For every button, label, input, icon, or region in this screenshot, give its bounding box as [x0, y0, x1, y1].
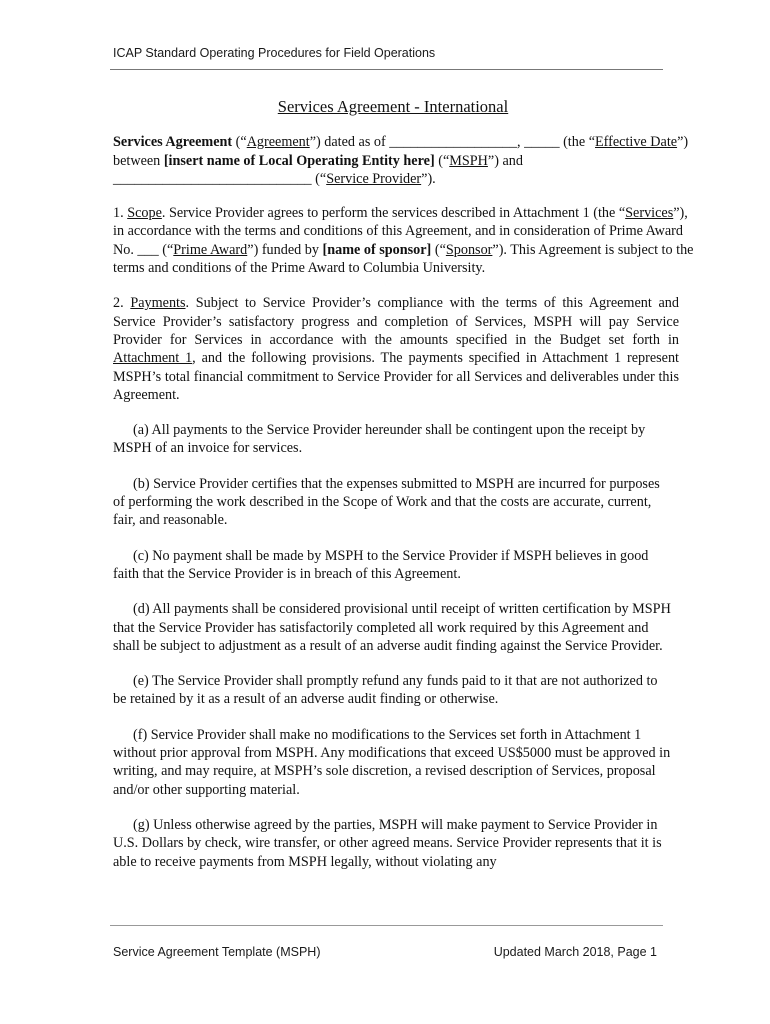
payment-clause-d: (d) All payments shall be considered provisional until receipt of written certification by MSPH that the Service Provider has satisfactorily completed all work required by this Agreement and shall be subject to adjustment as a result of an adverse audit finding against the Service Provider. — [113, 601, 671, 654]
section-1-scope: 1. Scope. Service Provider agrees to perform the services described in Attachment 1 (the “Services”), in accordance with the terms and conditions of this Agreement, and in consideration of Prime Award No. ___ (“Prime Award”) funded by [name of sponsor] (“Sponsor”). This Agreement is subject to the terms and conditions of the Prime Award to Columbia University. — [113, 205, 694, 277]
footer-divider — [110, 925, 663, 926]
payment-clause-f: (f) Service Provider shall make no modifications to the Services set forth in Attachment 1 without prior approval from MSPH. Any modifications that exceed US$5000 must be approved in writing, and may require, at MSPH’s sole discretion, a revised description of Services, proposal and/or other supporting material. — [113, 726, 671, 798]
payment-clause-a: (a) All payments to the Service Provider hereunder shall be contingent upon the receipt by MSPH of an invoice for services. — [113, 422, 646, 457]
defined-term-effective-date: Effective Date — [595, 134, 678, 151]
footer-page-info: Updated March 2018, Page 1 — [493, 945, 657, 959]
page-header: ICAP Standard Operating Procedures for Field Operations — [113, 46, 436, 60]
defined-term-msph: MSPH — [449, 152, 488, 169]
payment-clause-b: (b) Service Provider certifies that the expenses submitted to MSPH are incurred for purposes of performing the work described in the Scope of Work and that the costs are accurate, current, fair, and reasonable. — [113, 475, 660, 529]
payment-clause-c: (c) No payment shall be made by MSPH to the Service Provider if MSPH believes in good faith that the Service Provider is in breach of this Agreement. — [113, 547, 649, 582]
document-body — [113, 98, 700, 888]
section-heading-scope: Scope — [127, 205, 162, 222]
payment-clause-g: (g) Unless otherwise agreed by the parties, MSPH will make payment to Service Provider in U.S. Dollars by check, wire transfer, or other agreed means. Service Provider represents that it is able to receive payments from MSPH legally, without violating any — [113, 816, 662, 870]
section-heading-payments: Payments — [130, 295, 186, 312]
intro-paragraph: Services Agreement (“Agreement”) dated as of __________________, _____ (the “Effective Date”) between [insert name of Local Operating Entity here] (“MSPH”) and ____________________________ (“Service Provider”). — [113, 134, 689, 187]
defined-term-service-provider: Service Provider — [326, 170, 422, 187]
section-2-payments: 2. Payments. Subject to Service Provider’s compliance with the terms of this Agreement and Service Provider’s satisfactory progress and completion of Services, MSPH will pay Service Provider for Services in accordance with the amounts specified in the Budget set forth in Attachment 1, and the following provisions. The payments specified in Attachment 1 represent MSPH’s total financial commitment to Service Provider for all Services and deliverables under this Agreement. — [113, 295, 680, 403]
header-divider — [110, 69, 663, 70]
document-title: Services Agreement - International — [277, 97, 509, 116]
defined-term-agreement: Agreement — [246, 134, 310, 151]
footer-template-name: Service Agreement Template (MSPH) — [113, 945, 321, 959]
payment-clause-e: (e) The Service Provider shall promptly refund any funds paid to it that are not authorized to be retained by it as a result of an adverse audit finding or otherwise. — [113, 673, 658, 708]
